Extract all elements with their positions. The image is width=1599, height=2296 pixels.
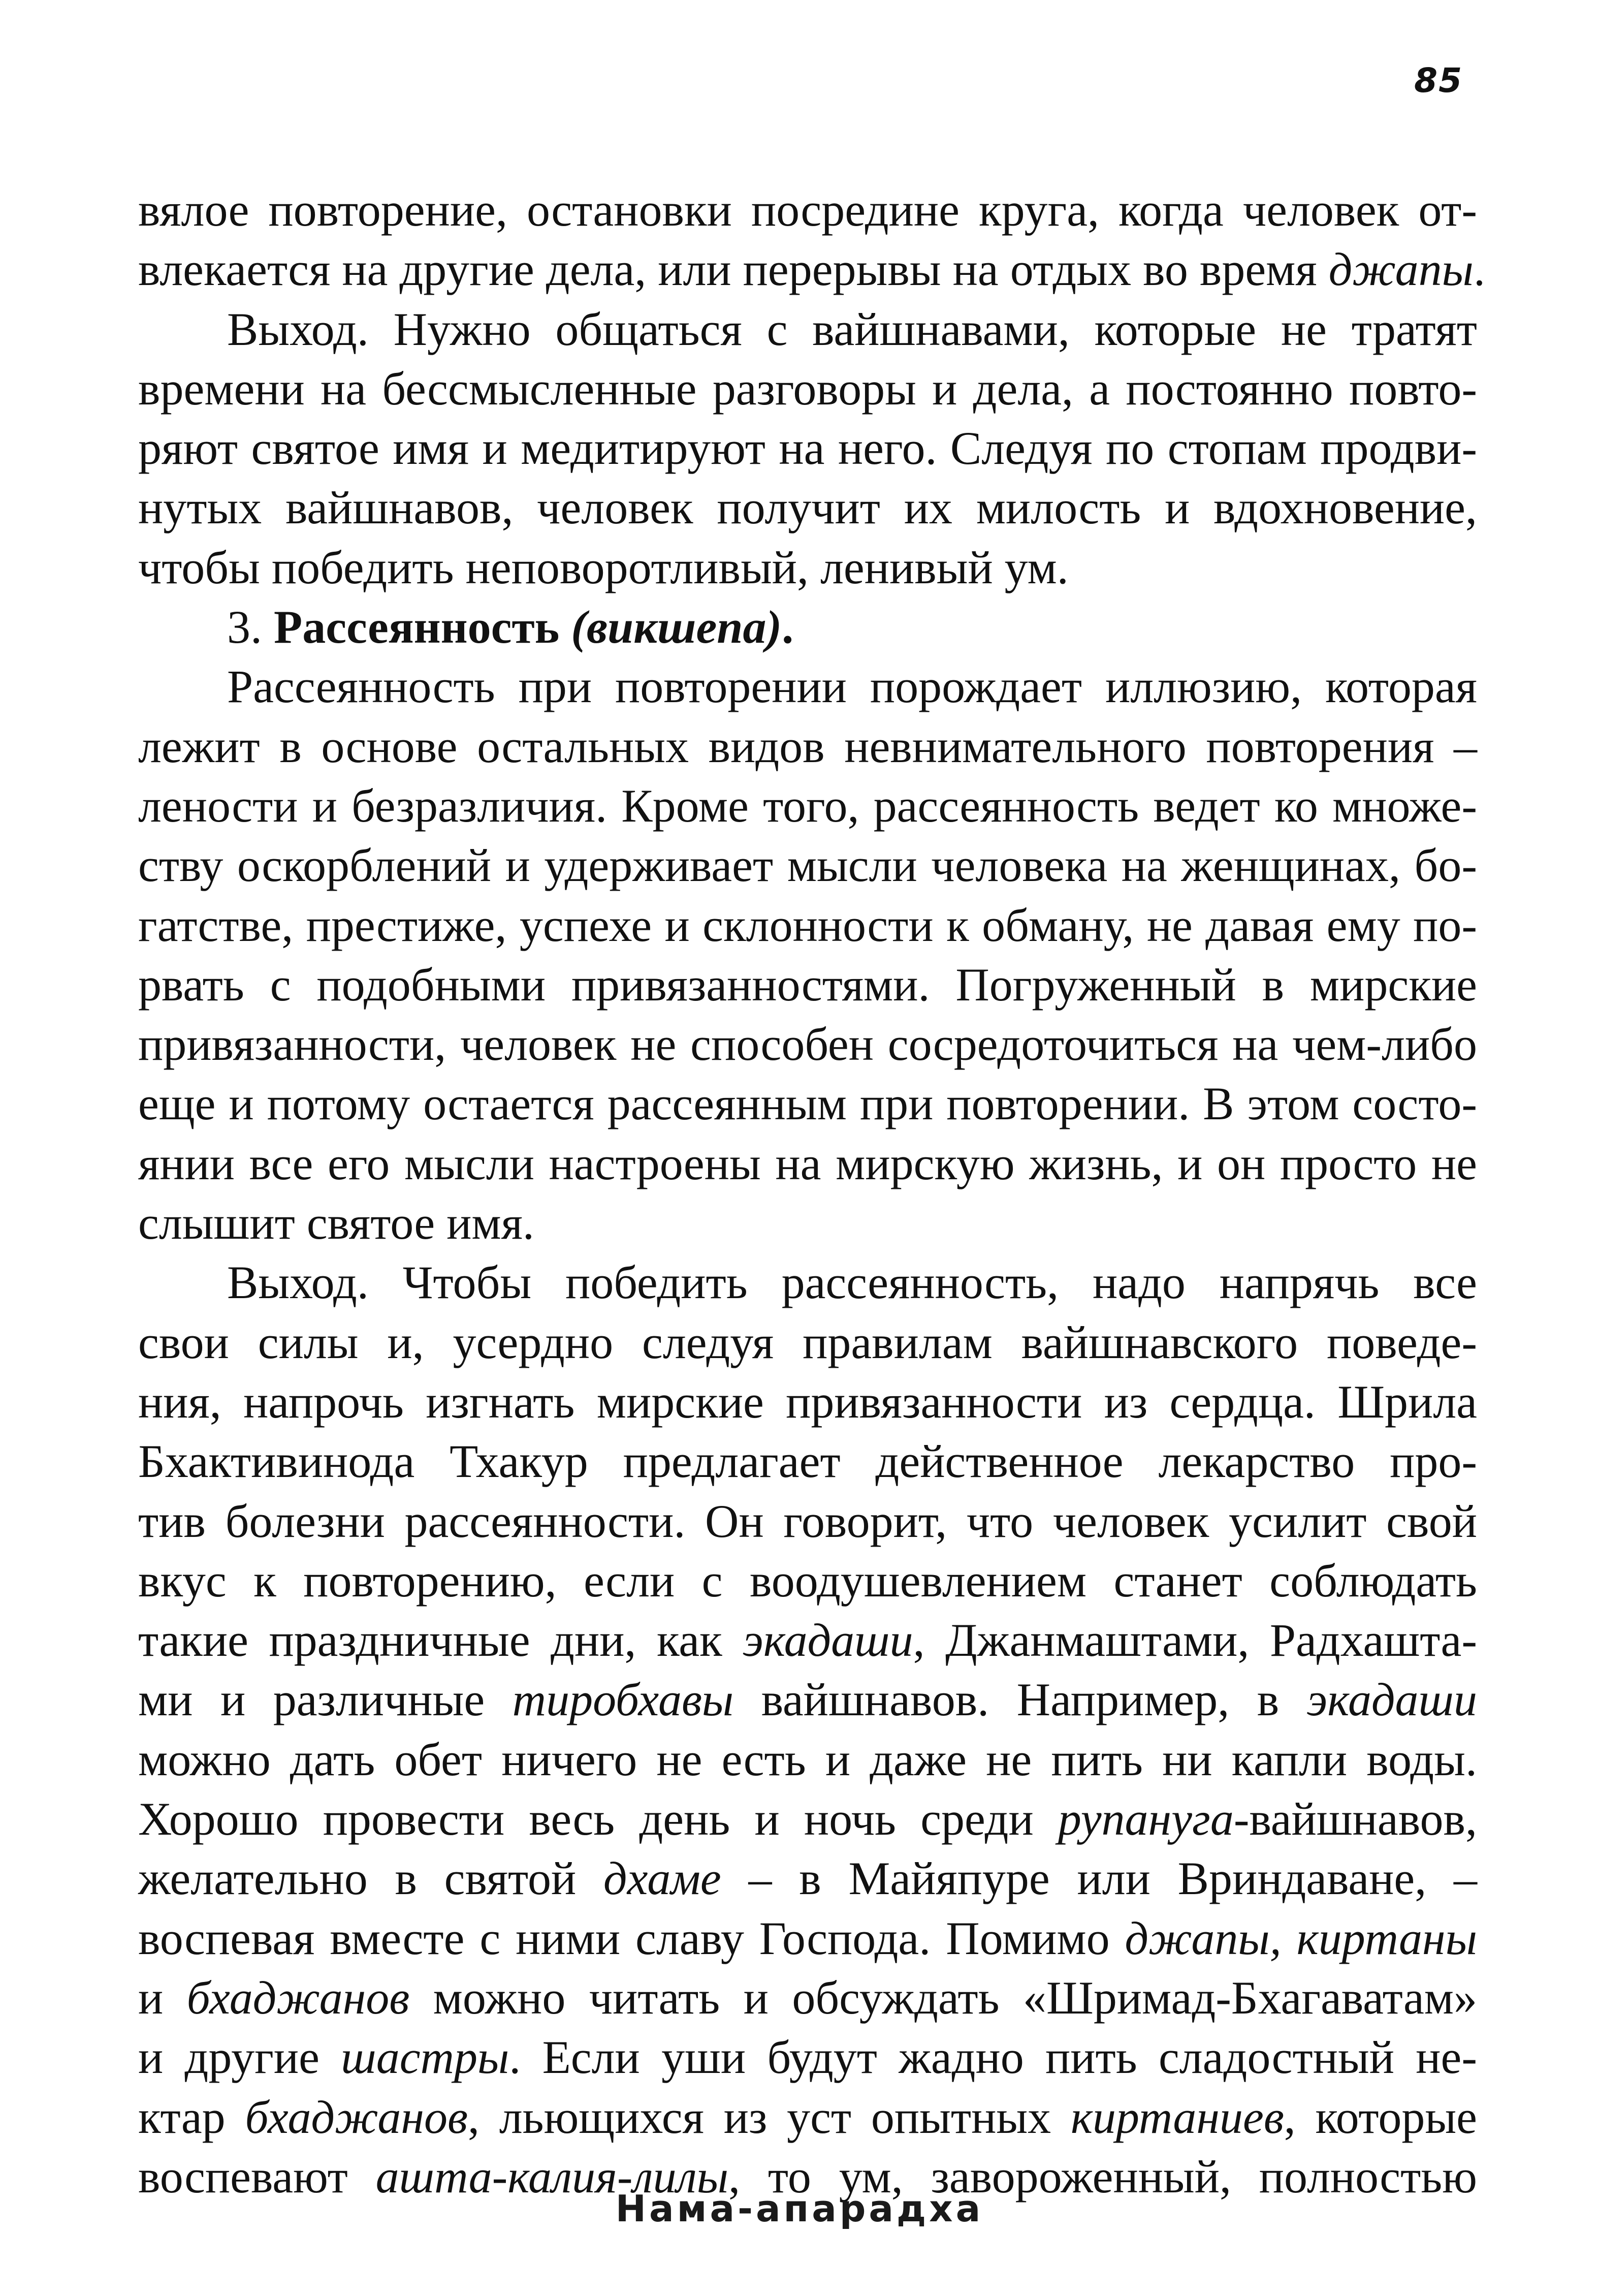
italic-term: экадаши	[743, 1614, 913, 1666]
text-line	[138, 1492, 1477, 1551]
text-run: -вайшнавов,	[1233, 1793, 1477, 1845]
text-run: воспевая вместе с ними славу Господа. Помимо	[138, 1912, 1125, 1964]
text-run: . Если уши будут жадно пить сладостный не-	[509, 2031, 1477, 2084]
text-line	[138, 1968, 1477, 2028]
text-run: привязанности, человек не способен сосредоточиться на чем-либо	[138, 1018, 1477, 1071]
bold-heading: .	[782, 601, 794, 653]
text-run: ктар	[138, 2091, 245, 2143]
text-run: лежит в основе остальных видов невнимательного повторения –	[138, 720, 1477, 772]
text-line	[138, 1372, 1477, 1432]
text-line	[138, 300, 1477, 359]
text-line	[138, 419, 1477, 478]
text-run: рвать с подобными привязанностями. Погруженный в мирские	[138, 958, 1477, 1011]
page-number: 85	[1414, 61, 1463, 100]
text-line	[138, 240, 1485, 299]
text-run: .	[1473, 243, 1485, 296]
text-line	[138, 896, 1477, 955]
text-run: 3.	[227, 601, 274, 653]
text-run: вялое повторение, остановки посредине круга, когда человек от-	[138, 184, 1477, 236]
text-line	[138, 538, 1477, 597]
text-run: янии все его мысли настроены на мирскую жизнь, и он просто не	[138, 1137, 1477, 1189]
text-line	[138, 1432, 1477, 1491]
text-line	[138, 1611, 1477, 1670]
italic-term: тиробхавы	[512, 1674, 734, 1726]
text-line	[138, 1074, 1477, 1134]
text-line	[138, 1193, 1477, 1253]
text-line	[138, 180, 1477, 240]
body-text	[138, 180, 1485, 2207]
text-line	[138, 1909, 1477, 1968]
text-run: времени на бессмысленные разговоры и дела, а постоянно повто-	[138, 362, 1477, 415]
running-footer: Нама-апарадха	[615, 2187, 984, 2230]
text-run: свои силы и, усердно следуя правилам вайшнавского поведе-	[138, 1316, 1477, 1368]
text-run: воспевают	[138, 2150, 376, 2203]
italic-term: ашта-калия-лилы	[375, 2150, 729, 2203]
text-run: ния, напрочь изгнать мирские привязанности из сердца. Шрила	[138, 1375, 1477, 1428]
text-run: , льющихся из уст опытных	[467, 2091, 1071, 2143]
text-run: влекается на другие дела, или перерывы на отдых во время	[138, 243, 1329, 296]
text-run: Рассеянность при повторении порождает иллюзию, которая	[227, 661, 1477, 713]
text-run: , Джанмаштами, Радхашта-	[913, 1614, 1477, 1666]
italic-term: рупануга	[1058, 1793, 1234, 1845]
text-run: ству оскорблений и удерживает мысли человека на женщинах, бо-	[138, 839, 1477, 892]
text-run: Выход. Чтобы победить рассеянность, надо напрячь все	[227, 1256, 1477, 1309]
italic-term: бхаджанов	[245, 2091, 468, 2143]
text-line	[138, 2088, 1477, 2147]
text-line	[138, 2028, 1477, 2087]
text-line	[138, 1134, 1477, 1193]
text-line	[138, 955, 1477, 1015]
text-run: – в Майяпуре или Вриндаване, –	[721, 1852, 1478, 1905]
text-run: и другие	[138, 2031, 341, 2084]
text-line	[138, 1849, 1477, 1908]
text-line	[138, 1015, 1477, 1074]
text-line	[138, 478, 1477, 538]
text-line	[138, 836, 1477, 895]
text-line	[138, 1730, 1477, 1789]
italic-term: джапы, киртаны	[1125, 1912, 1477, 1964]
text-run: можно дать обет ничего не есть и даже не пить ни капли воды.	[138, 1733, 1477, 1785]
text-run: слышит святое имя.	[138, 1197, 534, 1249]
text-run: такие праздничные дни, как	[138, 1614, 743, 1666]
text-run: чтобы победить неповоротливый, ленивый ум.	[138, 541, 1069, 593]
text-line	[138, 1551, 1477, 1611]
italic-term: бхаджанов	[186, 1971, 410, 2024]
text-run	[559, 601, 571, 653]
text-run: , которые	[1284, 2091, 1477, 2143]
text-run: тив болезни рассеянности. Он говорит, что человек усилит свой	[138, 1495, 1477, 1547]
text-run: и	[138, 1971, 187, 2024]
text-run: ми и различные	[138, 1674, 513, 1726]
text-line	[138, 597, 1477, 657]
text-run: Выход. Нужно общаться с вайшнавами, которые не тратят	[227, 303, 1477, 355]
text-line	[138, 657, 1477, 716]
text-run: Бхактивинода Тхакур предлагает действенное лекарство про-	[138, 1435, 1477, 1488]
text-run: лености и безразличия. Кроме того, рассеянность ведет ко множе-	[138, 779, 1477, 832]
text-line	[138, 1313, 1477, 1372]
text-run: вкус к повторению, если с воодушевлением станет соблюдать	[138, 1554, 1477, 1607]
text-line	[138, 776, 1477, 836]
text-run: ряют святое имя и медитируют на него. Следуя по стопам продви-	[138, 422, 1477, 475]
text-run: гатстве, престиже, успехе и склонности к обману, не давая ему по-	[138, 899, 1477, 951]
italic-term: шастры	[341, 2031, 509, 2084]
italic-term: экадаши	[1306, 1674, 1477, 1726]
text-run: вайшнавов. Например, в	[733, 1674, 1307, 1726]
text-run: еще и потому остается рассеянным при повторении. В этом состо-	[138, 1078, 1477, 1130]
text-run: нутых вайшнавов, человек получит их милость и вдохновение,	[138, 482, 1477, 534]
text-run: , то ум, завороженный, полностью	[728, 2150, 1477, 2203]
text-run: Хорошо провести весь день и ночь среди	[138, 1793, 1058, 1845]
bold-heading: Рассеянность	[274, 601, 560, 653]
italic-term: дхаме	[603, 1852, 721, 1905]
italic-term: джапы	[1328, 243, 1474, 296]
text-line	[138, 1253, 1477, 1312]
text-run: желательно в святой	[138, 1852, 604, 1905]
text-line	[138, 359, 1477, 419]
text-run: можно читать и обсуждать «Шримад-Бхагаватам»	[409, 1971, 1477, 2024]
italic-term: (викшепа)	[571, 601, 782, 653]
italic-term: киртаниев	[1070, 2091, 1284, 2143]
text-line	[138, 1670, 1477, 1729]
text-line	[138, 1789, 1477, 1849]
text-line	[138, 717, 1477, 776]
